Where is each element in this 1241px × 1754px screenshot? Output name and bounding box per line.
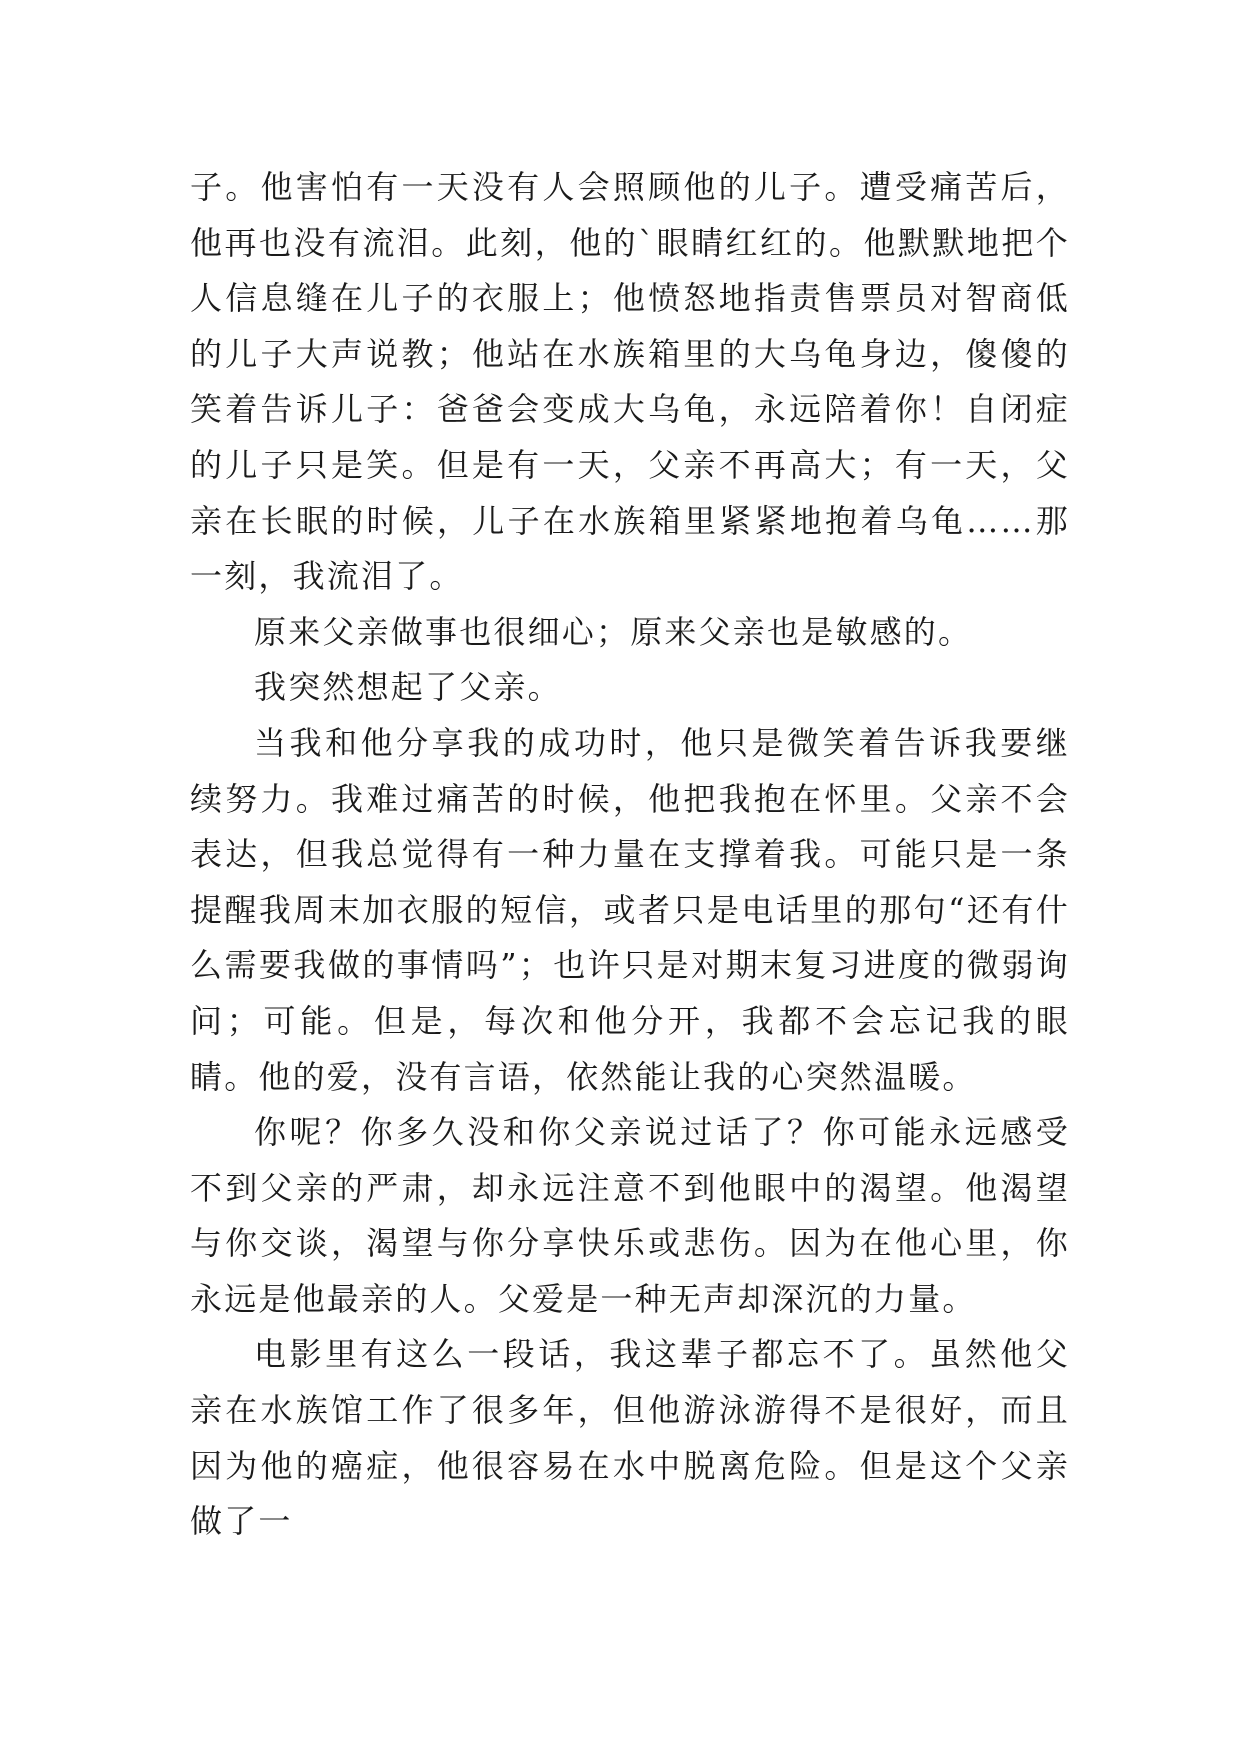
document-body <box>190 160 1070 1550</box>
paragraph-2: 原来父亲做事也很细心；原来父亲也是敏感的。 <box>254 612 973 651</box>
paragraph-6: 电影里有这么一段话，我这辈子都忘不了。虽然他父亲在水族馆工作了很多年，但他游泳游得不是很好，而且因为他的癌症，他很容易在水中脱离危险。但是这个父亲做了一 <box>190 1335 1070 1541</box>
paragraph-5: 你呢？你多久没和你父亲说过话了？你可能永远感受不到父亲的严肃，却永远注意不到他眼中的渴望。他渴望与你交谈，渴望与你分享快乐或悲伤。因为在他心里，你永远是他最亲的人。父爱是一种无声却深沉的力量。 <box>190 1113 1070 1318</box>
paragraph-4: 当我和他分享我的成功时，他只是微笑着告诉我要继续努力。我难过痛苦的时候，他把我抱在怀里。父亲不会表达，但我总觉得有一种力量在支撑着我。可能只是一条提醒我周末加衣服的短信，或者只是电话里的那句“还有什么需要我做的事情吗”；也许只是对期末复习进度的微弱询问；可能。但是，每次和他分开，我都不会忘记我的眼睛。他的爱，没有言语，依然能让我的心突然温暖。 <box>190 723 1070 1096</box>
paragraph-1: 子。他害怕有一天没有人会照顾他的儿子。遭受痛苦后，他再也没有流泪。此刻，他的`眼睛红红的。他默默地把个人信息缝在儿子的衣服上；他愤怒地指责售票员对智商低的儿子大声说教；他站在水族箱里的大乌龟身边，傻傻的笑着告诉儿子：爸爸会变成大乌龟，永远陪着你！自闭症的儿子只是笑。但是有一天，父亲不再高大；有一天，父亲在长眠的时候，儿子在水族箱里紧紧地抱着乌龟……那一刻，我流泪了。 <box>190 168 1070 596</box>
paragraph-3: 我突然想起了父亲。 <box>254 668 562 707</box>
